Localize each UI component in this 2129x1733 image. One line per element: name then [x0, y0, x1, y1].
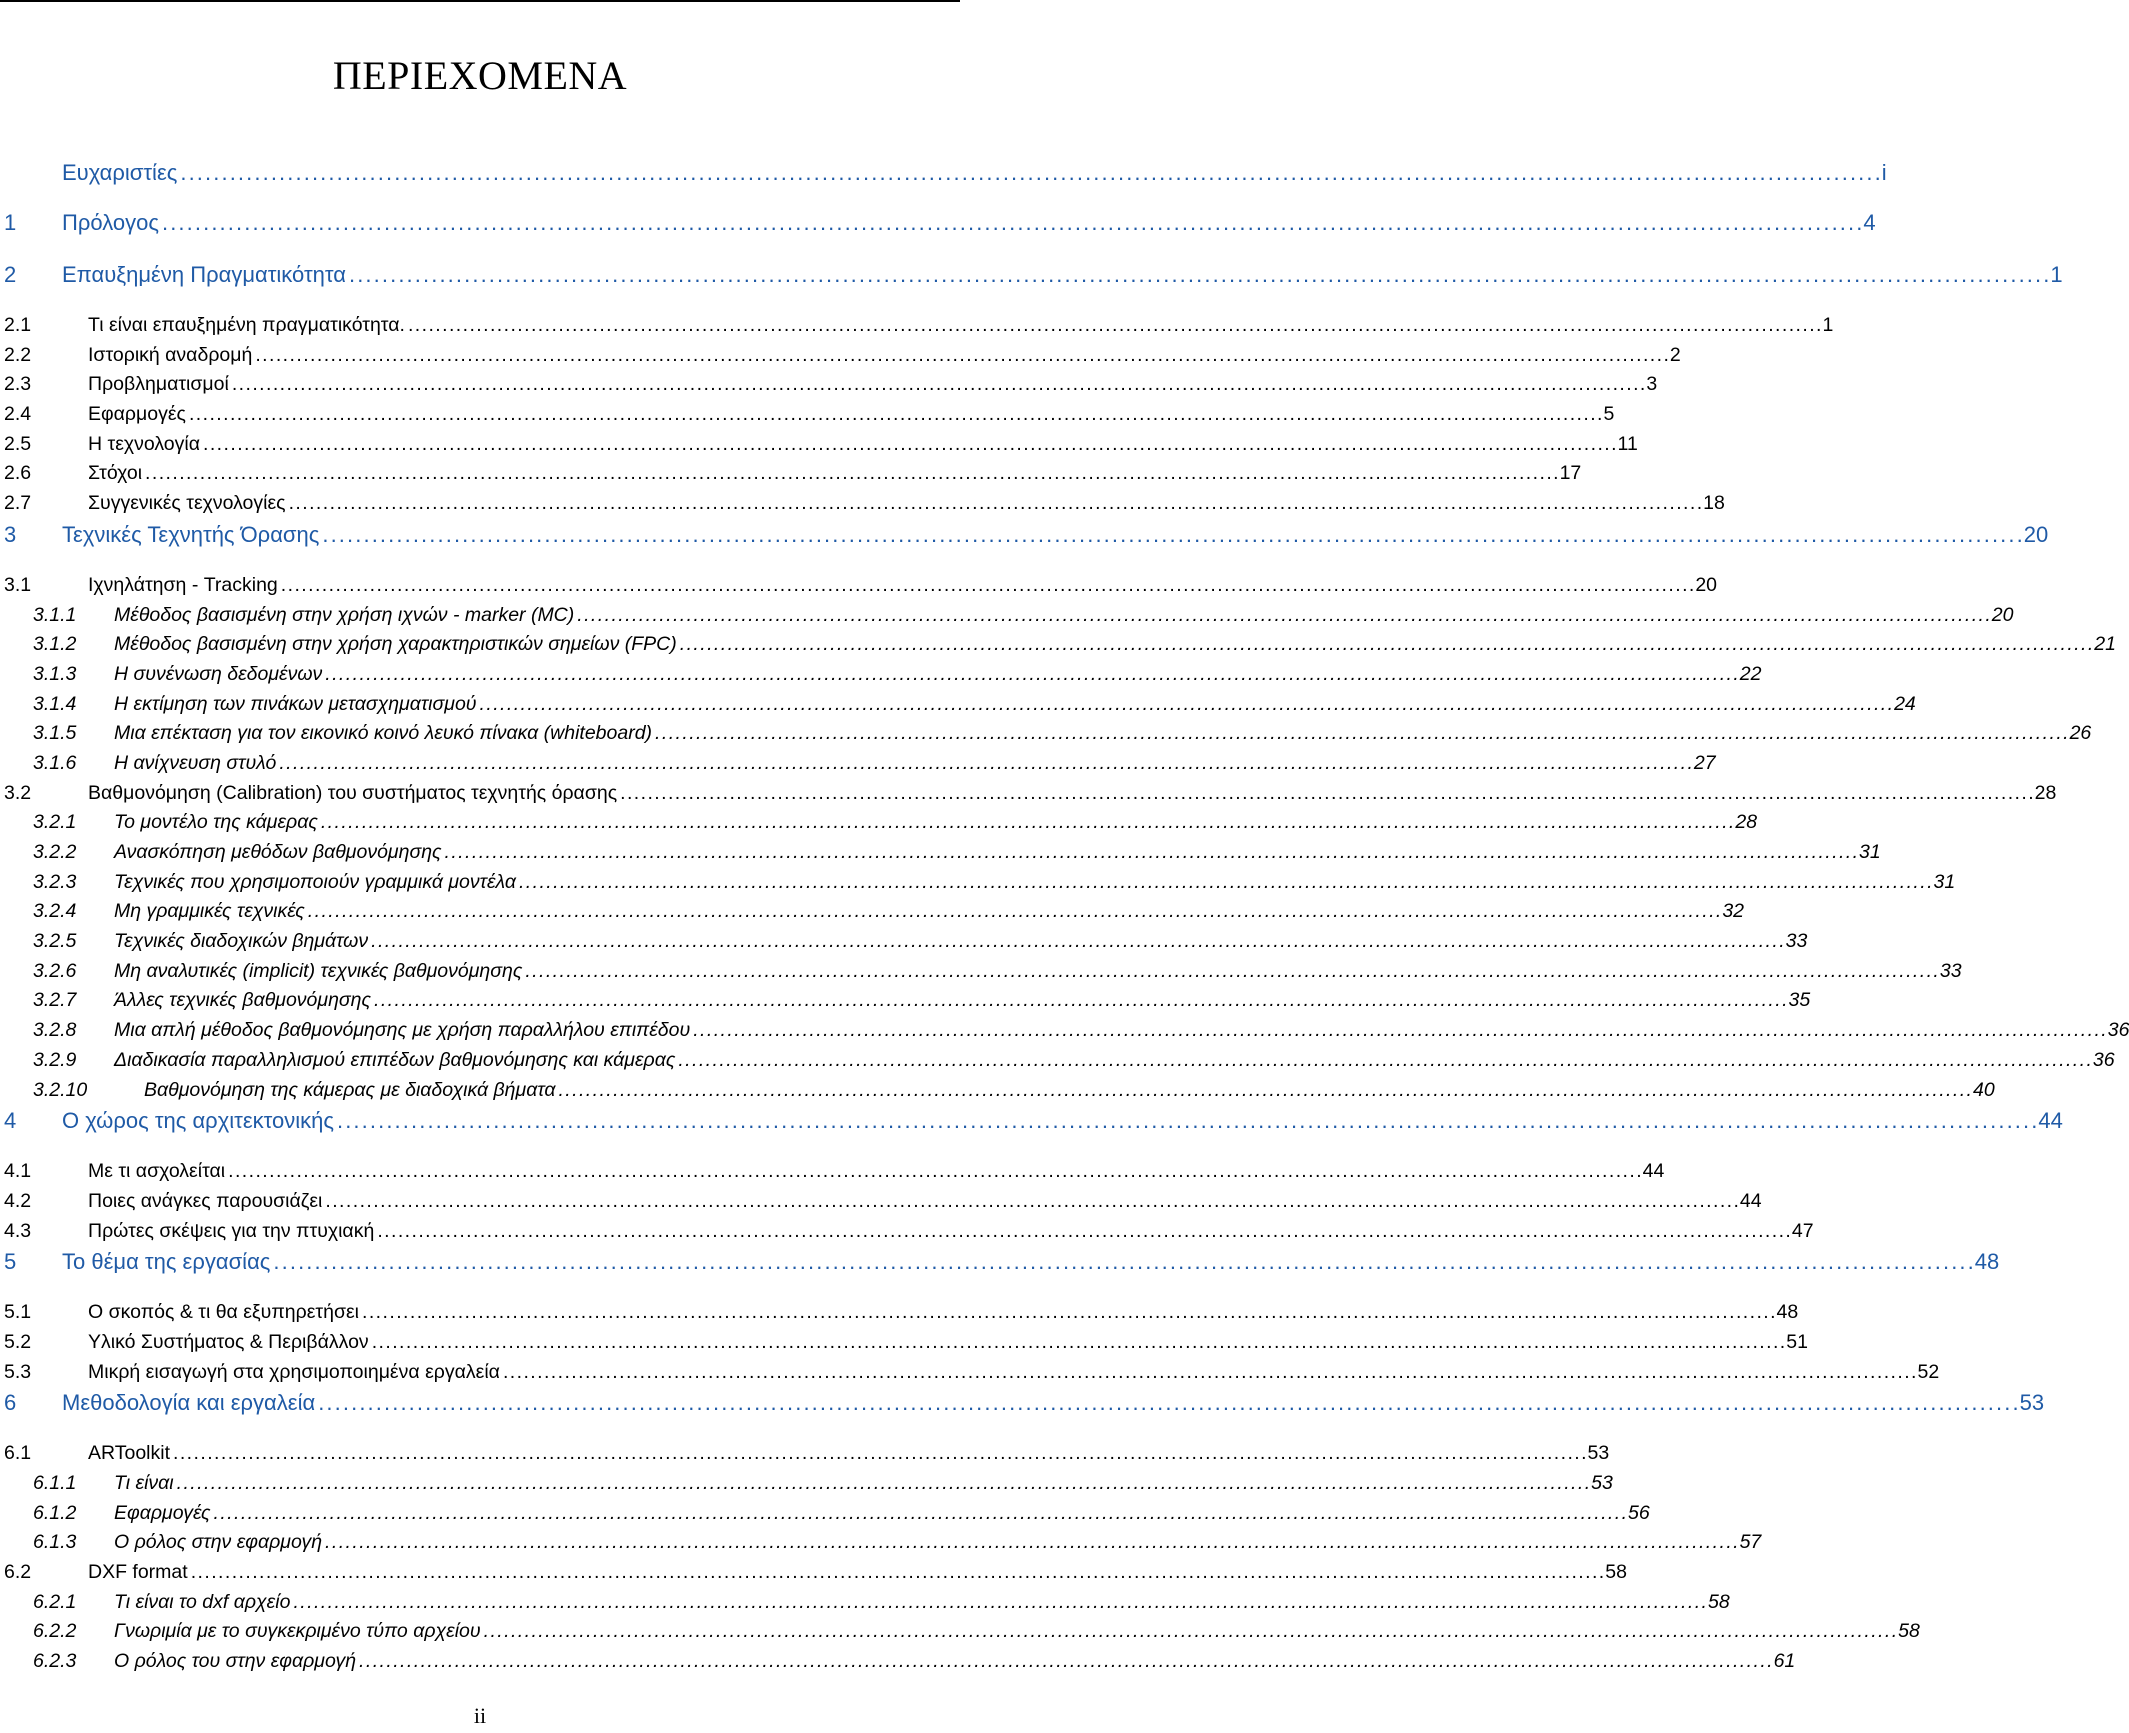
toc-entry[interactable] — [0, 1108, 2063, 1160]
toc-leader-dots — [525, 960, 1937, 983]
toc-leader-dots — [293, 1591, 1705, 1614]
toc-leader-dots — [620, 782, 2032, 805]
toc-entry-number: 2.6 — [4, 462, 32, 485]
toc-leader-dots — [273, 1249, 1971, 1275]
toc-entry-label: Τεχνικές που χρησιμοποιούν γραμμικά μοντέλα — [114, 870, 516, 893]
toc-entry[interactable] — [0, 462, 1582, 492]
toc-entry-page: 58 — [1707, 1590, 1730, 1613]
toc-entry-number: 6.2.2 — [33, 1620, 77, 1643]
toc-leader-dots — [445, 841, 1857, 864]
toc-entry-label: Μη γραμμικές τεχνικές — [114, 900, 305, 923]
toc-entry-label: Επαυξημένη Πραγματικότητα — [62, 262, 346, 287]
toc-entry[interactable] — [0, 722, 2092, 752]
toc-leader-dots — [203, 433, 1615, 456]
toc-entry-number: 3.2.2 — [33, 841, 77, 863]
toc-entry-page: 26 — [2069, 722, 2092, 745]
toc-entry-label: Τι είναι επαυξημένη πραγματικότητα. — [88, 314, 405, 336]
toc-leader-dots — [173, 1442, 1585, 1465]
toc-entry[interactable] — [0, 633, 2116, 663]
toc-entry-label: Τι είναι το dxf αρχείο — [114, 1590, 291, 1613]
toc-leader-dots — [558, 1079, 1970, 1102]
toc-leader-dots — [162, 210, 1860, 236]
toc-entry-number: 3.1.6 — [33, 751, 77, 774]
toc-entry-label: Τι είναι — [114, 1472, 174, 1494]
toc-entry[interactable] — [0, 1048, 2115, 1079]
toc-entry[interactable] — [0, 1078, 1995, 1109]
toc-entry-page: 4 — [1863, 210, 1876, 235]
toc-entry-page: 33 — [1785, 930, 1808, 953]
toc-entry[interactable] — [0, 210, 1876, 262]
toc-entry-page: 53 — [2019, 1390, 2045, 1416]
toc-entry-label: Διαδικασία παραλληλισμού επιπέδων βαθμονόμησης και κάμερας — [114, 1048, 676, 1071]
toc-entry-page: 40 — [1972, 1078, 1995, 1101]
toc-entry-label: Η τεχνολογία — [88, 432, 201, 455]
toc-entry-page: 57 — [1739, 1531, 1762, 1554]
toc-entry[interactable] — [0, 1442, 1610, 1472]
toc-entry-number: 6.1.3 — [33, 1531, 77, 1554]
toc-entry-number: 3.2.6 — [33, 959, 77, 982]
toc-entry-label: Πρόλογος — [62, 210, 159, 235]
toc-entry-label: Τεχνικές Τεχνητής Όρασης — [62, 521, 320, 547]
toc-leader-dots — [337, 1108, 2035, 1134]
toc-entry-page: 20 — [2023, 521, 2049, 547]
toc-entry-label: Προβληματισμοί — [88, 373, 229, 396]
toc-entry-page: 61 — [1773, 1650, 1796, 1673]
toc-entry-label: Ιστορική αναδρομή — [88, 343, 253, 366]
toc-entry-number: 6.2.1 — [33, 1590, 77, 1613]
toc-entry[interactable] — [0, 751, 1716, 782]
toc-entry-label: Ευχαριστίες — [62, 160, 178, 185]
toc-entry-label: ARToolkit — [88, 1442, 171, 1465]
toc-entry-label: Βαθμονόμηση της κάμερας με διαδοχικά βήματα — [144, 1078, 556, 1101]
toc-entry[interactable] — [0, 692, 1916, 723]
toc-entry[interactable] — [0, 1590, 1730, 1621]
toc-leader-dots — [349, 262, 2047, 288]
toc-entry-number: 5.1 — [4, 1301, 32, 1324]
toc-leader-dots — [408, 314, 1820, 337]
toc-entry-page: 20 — [1991, 603, 2014, 626]
toc-entry-number: 2.5 — [4, 432, 32, 455]
toc-entry[interactable] — [0, 811, 1758, 841]
toc-entry-number: 4.2 — [4, 1189, 32, 1212]
toc-leader-dots — [693, 1019, 2105, 1042]
toc-entry[interactable] — [0, 521, 2049, 574]
toc-leader-dots — [308, 900, 1720, 923]
toc-leader-dots — [180, 160, 1878, 186]
toc-entry[interactable] — [0, 781, 2057, 812]
toc-entry-label: Ο χώρος της αρχιτεκτονικής — [62, 1108, 334, 1134]
toc-entry-label: Ο ρόλος στην εφαρμογή — [114, 1531, 323, 1554]
toc-entry-number: 6.1 — [4, 1442, 32, 1465]
toc-entry-page: 52 — [1917, 1360, 1940, 1383]
toc-entry-page: 3 — [1646, 373, 1658, 396]
toc-leader-dots — [255, 344, 1667, 367]
toc-entry-label: Τεχνικές διαδοχικών βημάτων — [114, 930, 369, 953]
toc-leader-dots — [371, 930, 1783, 953]
toc-entry-number: 6.2.3 — [33, 1650, 77, 1673]
toc-entry-page: 36 — [2107, 1019, 2129, 1042]
toc-entry-page: 28 — [2034, 781, 2057, 804]
toc-entry-label: Πρώτες σκέψεις για την πτυχιακή — [88, 1219, 375, 1242]
toc-entry-page: i — [1881, 160, 1887, 185]
toc-entry-page: 47 — [1791, 1219, 1814, 1242]
toc-entry-number: 3.2.5 — [33, 930, 77, 953]
toc-entry-label: Άλλες τεχνικές βαθμονόμησης — [114, 989, 371, 1012]
toc-entry[interactable] — [0, 930, 1808, 960]
toc-entry-label: Στόχοι — [88, 462, 143, 485]
toc-entry-label: Μικρή εισαγωγή στα χρησιμοποιημένα εργαλεία — [88, 1360, 500, 1383]
toc-entry[interactable] — [0, 343, 1681, 374]
toc-entry-number: 3.2.8 — [33, 1019, 77, 1042]
table-of-contents — [0, 160, 2129, 1680]
toc-entry-label: Ιχνηλάτηση - Tracking — [88, 573, 278, 596]
toc-entry-page: 51 — [1786, 1330, 1808, 1353]
toc-entry[interactable] — [0, 870, 1956, 901]
toc-entry[interactable] — [0, 989, 1811, 1019]
toc-entry-number: 6 — [4, 1390, 17, 1416]
toc-entry[interactable] — [0, 1620, 1920, 1650]
toc-entry-label: Εφαρμογές — [114, 1501, 211, 1524]
toc-entry[interactable] — [0, 432, 1638, 463]
toc-entry[interactable] — [0, 262, 2063, 314]
toc-entry-page: 56 — [1628, 1501, 1650, 1524]
toc-entry-number: 3 — [4, 521, 17, 547]
toc-entry-label: Η ανίχνευση στυλό — [114, 751, 277, 774]
toc-entry-number: 4 — [4, 1108, 17, 1134]
toc-entry-page: 33 — [1939, 959, 1962, 982]
toc-entry-number: 4.1 — [4, 1160, 32, 1183]
toc-entry[interactable] — [0, 403, 1615, 433]
toc-entry-number: 2 — [4, 262, 17, 287]
toc-entry-page: 35 — [1788, 989, 1811, 1012]
toc-entry-number: 3.2.9 — [33, 1048, 77, 1071]
toc-entry-number: 2.7 — [4, 492, 32, 515]
toc-leader-dots — [318, 1390, 2016, 1416]
toc-entry-page: 44 — [1739, 1189, 1762, 1212]
toc-entry[interactable] — [0, 1472, 1613, 1502]
toc-entry-label: Η εκτίμηση των πινάκων μετασχηματισμού — [114, 692, 477, 715]
toc-leader-dots — [377, 1220, 1789, 1243]
toc-leader-dots — [213, 1502, 1625, 1525]
toc-leader-dots — [680, 633, 2092, 656]
toc-entry-page: 44 — [2038, 1108, 2063, 1134]
toc-leader-dots — [322, 522, 2020, 548]
toc-entry[interactable] — [0, 373, 1658, 403]
toc-leader-dots — [177, 1472, 1589, 1495]
toc-leader-dots — [228, 1160, 1640, 1183]
toc-leader-dots — [289, 492, 1701, 515]
toc-entry[interactable] — [0, 1019, 2129, 1049]
toc-entry-page: 36 — [2092, 1048, 2115, 1071]
toc-leader-dots — [655, 722, 2067, 745]
toc-entry-page: 2 — [1669, 343, 1681, 366]
toc-entry-acknowledgements[interactable] — [0, 160, 1887, 210]
toc-entry[interactable] — [0, 900, 1745, 930]
toc-entry-label: Ποιες ανάγκες παρουσιάζει — [88, 1189, 323, 1212]
toc-entry-page: 22 — [1739, 662, 1762, 685]
toc-entry[interactable] — [0, 603, 2014, 634]
page-number: ii — [473, 1703, 487, 1728]
toc-entry-label: Γνωριμία με το συγκεκριμένο τύπο αρχείου — [114, 1620, 481, 1643]
toc-entry-label: Ο σκοπός & τι θα εξυπηρετήσει — [88, 1301, 360, 1324]
toc-entry-label: Το θέμα της εργασίας — [62, 1249, 271, 1275]
toc-entry-page: 44 — [1642, 1160, 1665, 1183]
top-rule — [0, 0, 960, 2]
toc-entry-number: 3.2 — [4, 781, 32, 804]
toc-leader-dots — [362, 1301, 1774, 1324]
toc-leader-dots — [503, 1361, 1915, 1384]
toc-entry[interactable] — [0, 1561, 1627, 1591]
toc-entry-number: 2.1 — [4, 314, 32, 336]
toc-entry-number: 3.1.5 — [33, 722, 77, 745]
toc-entry-page: 32 — [1722, 900, 1745, 923]
toc-entry[interactable] — [0, 1531, 1762, 1561]
toc-leader-dots — [374, 989, 1786, 1012]
toc-entry-label: Μέθοδος βασισμένη στην χρήση ιχνών - marker (MC) — [114, 603, 575, 626]
toc-leader-dots — [325, 1531, 1737, 1554]
toc-entry-number: 3.1.3 — [33, 662, 77, 685]
toc-entry-page: 24 — [1894, 692, 1916, 715]
toc-leader-dots — [232, 373, 1644, 396]
toc-entry-label: DXF format — [88, 1561, 188, 1584]
toc-entry-label: Ο ρόλος του στην εφαρμογή — [114, 1650, 357, 1673]
toc-leader-dots — [519, 871, 1931, 894]
toc-entry-page: 1 — [2050, 262, 2063, 287]
toc-entry-list — [0, 210, 2129, 1680]
page-title: ΠΕΡΙΕΧΟΜΕΝΑ — [332, 53, 628, 98]
toc-entry-label: Μια επέκταση για τον εικονικό κοινό λευκό πίνακα (whiteboard) — [114, 722, 653, 745]
toc-entry[interactable] — [0, 1390, 2045, 1442]
toc-entry-number: 2.2 — [4, 343, 32, 366]
toc-entry-page: 20 — [1695, 573, 1718, 596]
toc-leader-dots — [325, 663, 1737, 686]
toc-entry[interactable] — [0, 1360, 1940, 1391]
toc-leader-dots — [145, 462, 1557, 485]
toc-entry[interactable] — [0, 573, 1718, 604]
toc-entry-number: 3.1.2 — [33, 633, 77, 656]
toc-entry-page: 21 — [2094, 633, 2116, 656]
toc-entry[interactable] — [0, 841, 1881, 871]
toc-entry-page: 53 — [1587, 1442, 1610, 1465]
toc-entry-number: 2.4 — [4, 403, 32, 426]
toc-entry-number: 2.3 — [4, 373, 32, 396]
toc-entry[interactable] — [0, 1501, 1650, 1532]
toc-entry[interactable] — [0, 1249, 2000, 1301]
toc-leader-dots — [279, 752, 1691, 775]
toc-entry-label: Μέθοδος βασισμένη στην χρήση χαρακτηριστικών σημείων (FPC) — [114, 633, 677, 656]
toc-entry[interactable] — [0, 492, 1725, 522]
toc-entry[interactable] — [0, 1160, 1665, 1190]
toc-entry-page: 11 — [1617, 432, 1638, 455]
toc-entry-page: 28 — [1735, 811, 1758, 834]
toc-entry-number: 1 — [4, 210, 17, 235]
toc-entry-page: 5 — [1603, 403, 1615, 426]
toc-entry-label: Το μοντέλο της κάμερας — [114, 811, 318, 834]
toc-leader-dots — [191, 1561, 1603, 1584]
toc-entry-number: 3.2.4 — [33, 900, 77, 923]
toc-entry-number: 6.2 — [4, 1561, 32, 1584]
toc-entry-page: 1 — [1822, 314, 1834, 336]
toc-entry-page: 17 — [1559, 462, 1582, 485]
toc-entry-label: Με τι ασχολείται — [88, 1160, 226, 1183]
toc-entry-number: 3.2.7 — [33, 989, 77, 1012]
toc-entry-label: Υλικό Συστήματος & Περιβάλλον — [88, 1330, 369, 1353]
toc-entry[interactable] — [0, 314, 1834, 344]
toc-leader-dots — [321, 811, 1733, 834]
toc-entry[interactable] — [0, 1650, 1796, 1680]
toc-leader-dots — [484, 1620, 1896, 1643]
toc-entry-label: Βαθμονόμηση (Calibration) του συστήματος τεχνητής όρασης — [88, 781, 618, 804]
toc-leader-dots — [480, 693, 1892, 716]
toc-entry-number: 3.2.3 — [33, 870, 77, 893]
toc-entry-number: 3.1 — [4, 573, 32, 596]
toc-leader-dots — [359, 1650, 1771, 1673]
toc-entry-page: 58 — [1898, 1620, 1920, 1643]
toc-entry-page: 27 — [1693, 751, 1716, 774]
toc-leader-dots — [678, 1049, 2090, 1072]
toc-entry-page: 31 — [1933, 870, 1956, 893]
toc-entry-page: 31 — [1859, 841, 1881, 863]
toc-entry-label: Ανασκόπηση μεθόδων βαθμονόμησης — [114, 841, 442, 863]
toc-entry-page: 48 — [1776, 1301, 1799, 1324]
toc-entry-label: Μη αναλυτικές (implicit) τεχνικές βαθμονόμησης — [114, 959, 523, 982]
toc-entry-number: 5.3 — [4, 1360, 32, 1383]
toc-entry-number: 3.2.10 — [33, 1078, 88, 1101]
toc-entry-page: 18 — [1703, 492, 1725, 515]
toc-entry-number: 3.1.4 — [33, 692, 77, 715]
toc-leader-dots — [189, 403, 1601, 426]
toc-leader-dots — [372, 1331, 1784, 1354]
toc-entry-number: 6.1.2 — [33, 1501, 77, 1524]
toc-entry[interactable] — [0, 662, 1762, 693]
toc-entry[interactable] — [0, 959, 1962, 990]
toc-entry-number: 5.2 — [4, 1330, 32, 1353]
toc-entry-page: 58 — [1605, 1561, 1627, 1584]
toc-entry-number: 4.3 — [4, 1219, 32, 1242]
toc-entry[interactable] — [0, 1219, 1814, 1250]
toc-entry-number: 3.1.1 — [33, 603, 77, 626]
toc-entry-number: 3.2.1 — [33, 811, 77, 834]
toc-entry-label: Συγγενικές τεχνολογίες — [88, 492, 286, 515]
toc-entry-page: 48 — [1974, 1249, 2000, 1275]
toc-entry-number: 6.1.1 — [33, 1472, 77, 1494]
toc-entry-label: Μια απλή μέθοδος βαθμονόμησης με χρήση παραλλήλου επιπέδου — [114, 1019, 691, 1042]
toc-entry[interactable] — [0, 1189, 1762, 1220]
toc-leader-dots — [325, 1190, 1737, 1213]
toc-entry-page: 53 — [1591, 1472, 1613, 1494]
toc-entry-label: Μεθοδολογία και εργαλεία — [62, 1390, 316, 1416]
toc-leader-dots — [577, 604, 1989, 627]
toc-entry[interactable] — [0, 1330, 1808, 1361]
toc-entry-label: Η συνένωση δεδομένων — [114, 662, 323, 685]
toc-entry-label: Εφαρμογές — [88, 403, 186, 426]
toc-entry[interactable] — [0, 1301, 1799, 1331]
toc-entry-number: 5 — [4, 1249, 17, 1275]
toc-leader-dots — [281, 574, 1693, 597]
